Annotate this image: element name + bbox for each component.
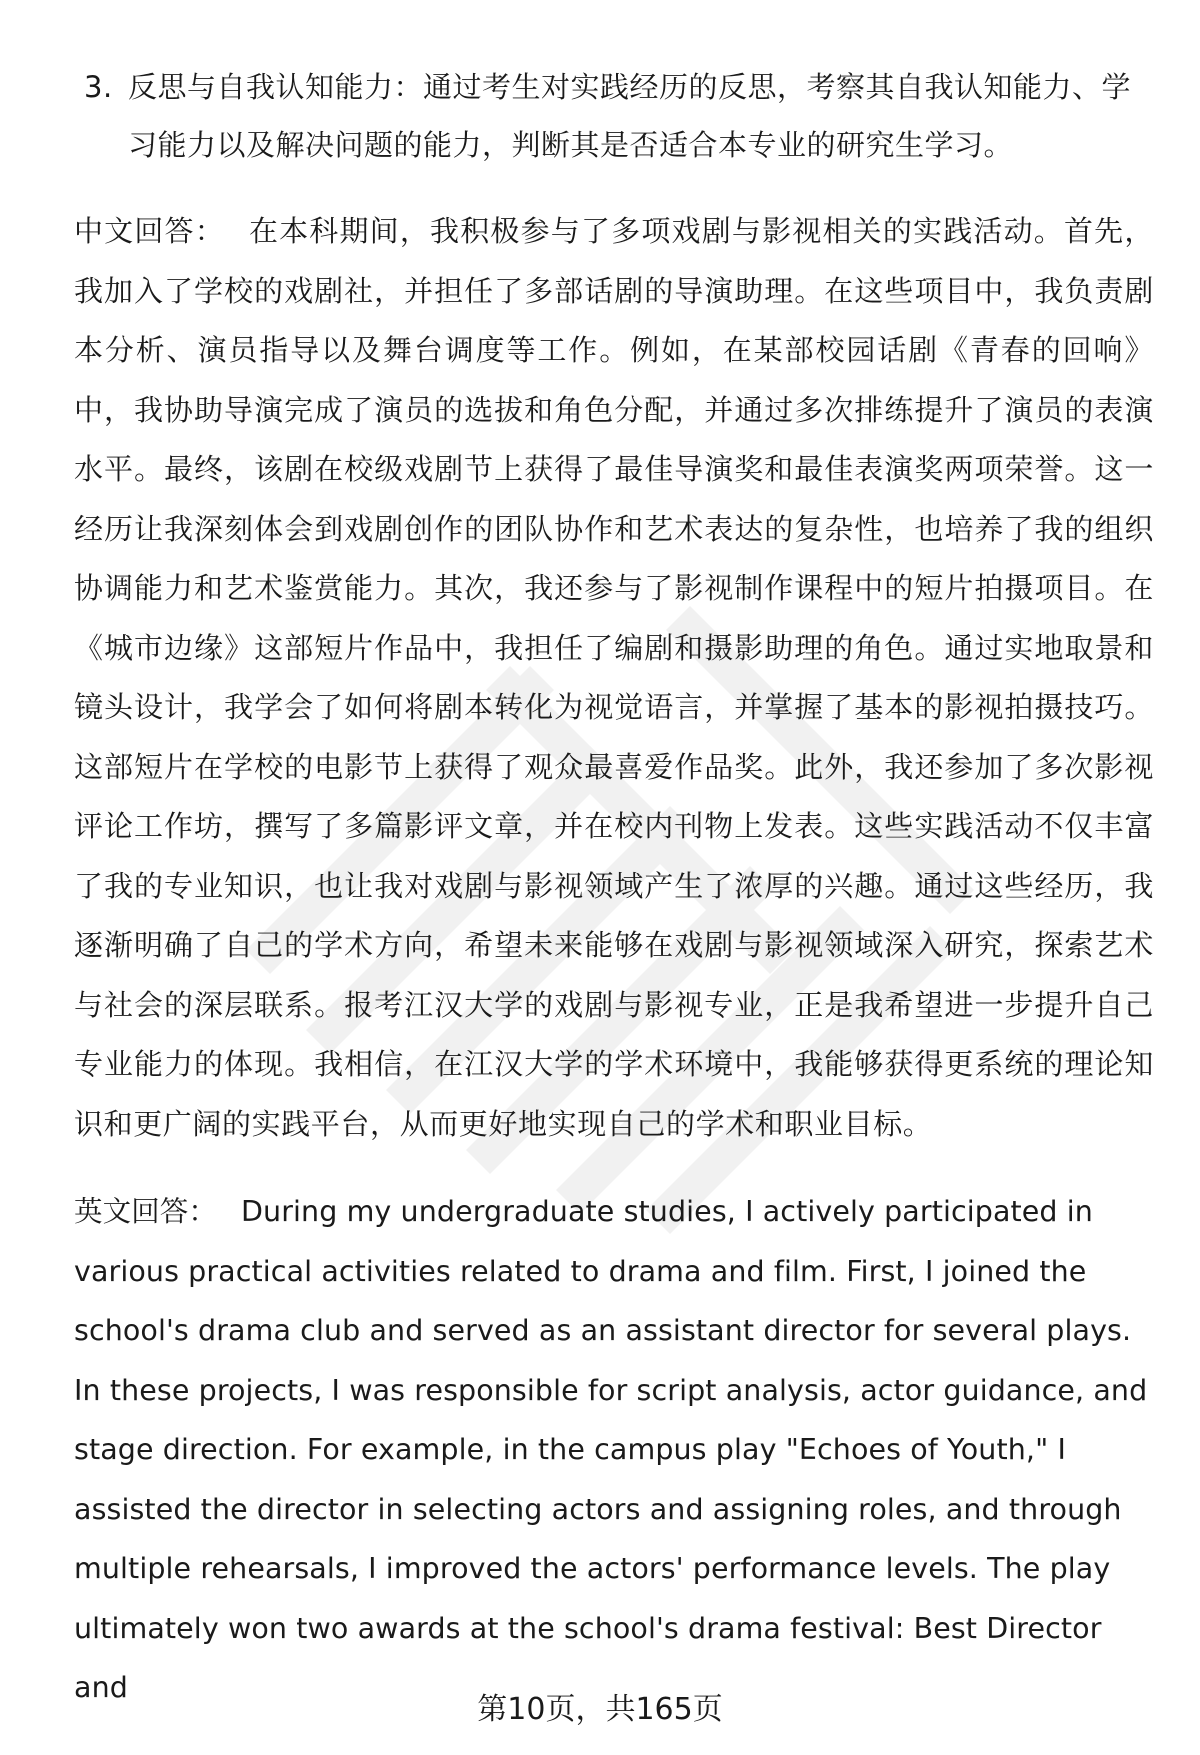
list-item-text: 反思与自我认知能力：通过考生对实践经历的反思，考察其自我认知能力、学习能力以及解决问题的能力，判断其是否适合本专业的研究生学习。 (128, 70, 1132, 162)
criteria-list-item (74, 58, 1154, 174)
list-number: 3. (84, 70, 113, 104)
page-content (74, 58, 1154, 1718)
english-answer-text: During my undergraduate studies, I actively participated in various practical activities related to drama and film. First, I joined the school's drama club and served as an assistant director for several plays. In these projects, I was responsible for script analysis, actor guidance, and stage direction. For example, in the campus play "Echoes of Youth," I assisted the director in selecting actors and assigning roles, and through multiple rehearsals, I improved the actors' performance levels. The play ultimately won two awards at the school's drama festival: Best Director and (74, 1195, 1148, 1704)
page-footer: 第10页，共165页 (477, 1692, 723, 1727)
chinese-answer-text: 在本科期间，我积极参与了多项戏剧与影视相关的实践活动。首先，我加入了学校的戏剧社，并担任了多部话剧的导演助理。在这些项目中，我负责剧本分析、演员指导以及舞台调度等工作。例如，在某部校园话剧《青春的回响》中，我协助导演完成了演员的选拔和角色分配，并通过多次排练提升了演员的表演水平。最终，该剧在校级戏剧节上获得了最佳导演奖和最佳表演奖两项荣誉。这一经历让我深刻体会到戏剧创作的团队协作和艺术表达的复杂性，也培养了我的组织协调能力和艺术鉴赏能力。其次，我还参与了影视制作课程中的短片拍摄项目。在《城市边缘》这部短片作品中，我担任了编剧和摄影助理的角色。通过实地取景和镜头设计，我学会了如何将剧本转化为视觉语言，并掌握了基本的影视拍摄技巧。这部短片在学校的电影节上获得了观众最喜爱作品奖。此外，我还参加了多次影视评论工作坊，撰写了多篇影评文章，并在校内刊物上发表。这些实践活动不仅丰富了我的专业知识，也让我对戏剧与影视领域产生了浓厚的兴趣。通过这些经历，我逐渐明确了自己的学术方向，希望未来能够在戏剧与影视领域深入研究，探索艺术与社会的深层联系。报考江汉大学的戏剧与影视专业，正是我希望进一步提升自己专业能力的体现。我相信，在江汉大学的学术环境中，我能够获得更系统的理论知识和更广阔的实践平台，从而更好地实现自己的学术和职业目标。 (74, 214, 1154, 1141)
chinese-answer-paragraph (74, 202, 1154, 1154)
chinese-answer-label: 中文回答： (74, 214, 225, 248)
english-answer-label: 英文回答： (74, 1195, 218, 1228)
english-answer-paragraph (74, 1182, 1154, 1718)
